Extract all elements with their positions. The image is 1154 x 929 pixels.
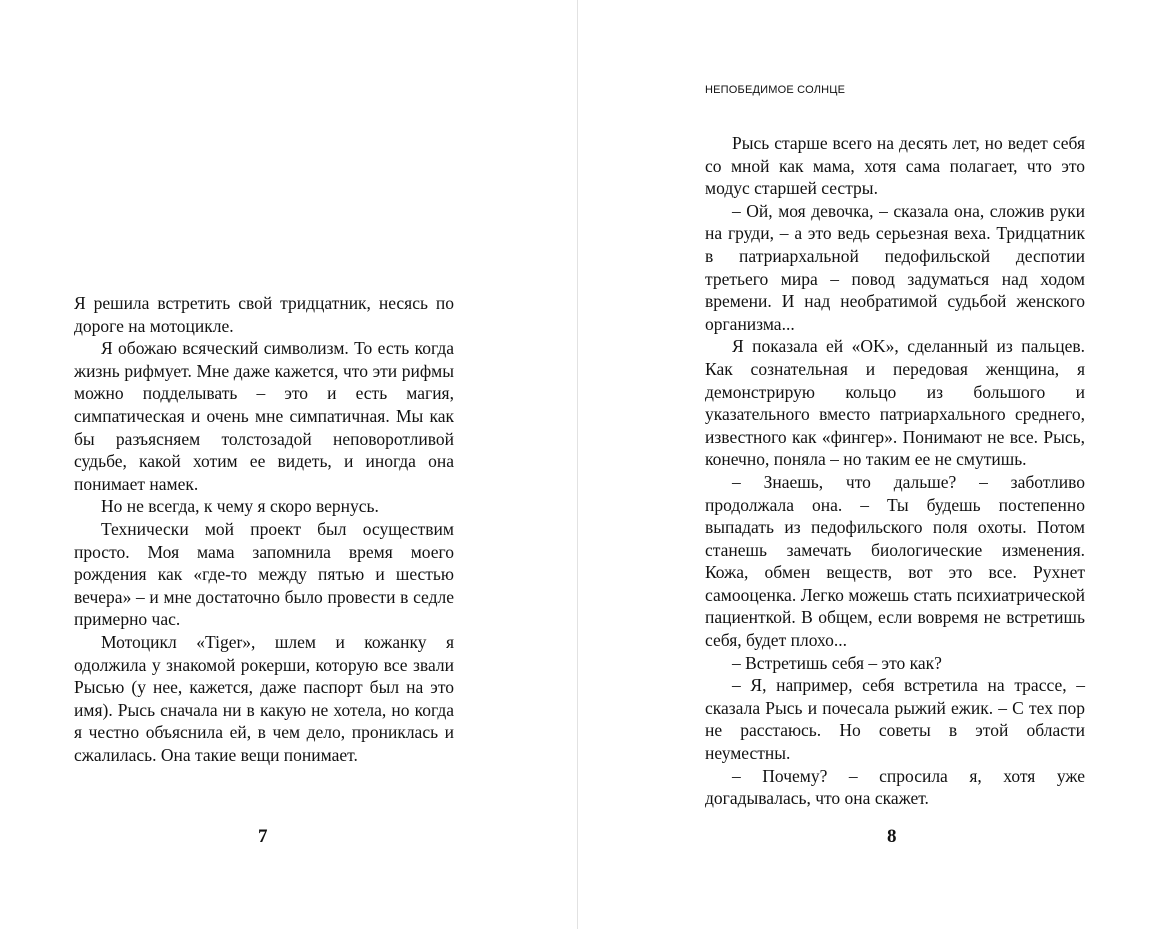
paragraph: Я обожаю всяческий символизм. То есть когда жизнь рифмует. Мне даже кажется, что эти рифмы можно подделывать – это и есть магия, симпатическая и очень мне симпатичная. Мы как бы разъясняем толстозадой неповоротливой судьбе, какой хотим ее видеть, и иногда она понимает намек. [74,338,454,494]
paragraph: – Знаешь, что дальше? – заботливо продолжала она. – Ты будешь постепенно выпадать из педофильского поля охоты. Потом станешь замечать биологические изменения. Кожа, обмен веществ, вот это все. Рухнет самооценка. Легко можешь стать психиатрической пациенткой. В общем, если вовремя не встретишь себя, будет плохо... [705,471,1085,651]
running-head: НЕПОБЕДИМОЕ СОЛНЦЕ [705,84,846,96]
paragraph: – Почему? – спросила я, хотя уже догадывалась, что она скажет. [705,765,1085,809]
page-number: 8 [887,826,897,847]
page-number: 7 [258,826,268,847]
paragraph: Я решила встретить свой тридцатник, несясь по дороге на мотоцикле. [74,293,454,336]
paragraph: Я показала ей «OK», сделанный из пальцев. Как сознательная и передовая женщина, я демонстрирую кольцо из большого и указательного вместо патриархального среднего, известного как «фингер». Понимают не все. Рысь, конечно, поняла – но таким ее не смутишь. [705,336,1085,470]
paragraph: Технически мой проект был осуществим просто. Моя мама запомнила время моего рождения как «где-то между пятью и шестью вечера» – и мне достаточно было провести в седле примерно час. [74,518,454,630]
paragraph: – Встретишь себя – это как? [732,652,942,673]
paragraph: – Я, например, себя встретила на трассе, – сказала Рысь и почесала рыжий ежик. – С тех пор не расстаюсь. Но советы в этой области неуместны. [705,675,1085,764]
paragraph: Но не всегда, к чему я скоро вернусь. [101,496,379,517]
paragraph: – Ой, моя девочка, – сказала она, сложив руки на груди, – а это ведь серьезная веха. Тридцатник в патриархальной педофильской деспотии третьего мира – повод задуматься над ходом времени. И над необратимой судьбой женского организма... [705,200,1085,334]
left-page-body [74,292,454,766]
right-page [578,0,1154,929]
paragraph: Мотоцикл «Tiger», шлем и кожанку я одолжила у знакомой рокерши, которую все звали Рысью (у нее, кажется, даже паспорт был на это имя). Рысь сначала ни в какую не хотела, но когда я честно объяснила ей, в чем дело, прониклась и сжалилась. Она такие вещи понимает. [74,631,454,765]
right-page-body [705,132,1085,810]
paragraph: Рысь старше всего на десять лет, но ведет себя со мной как мама, хотя сама полагает, что это модус старшей сестры. [705,133,1085,199]
